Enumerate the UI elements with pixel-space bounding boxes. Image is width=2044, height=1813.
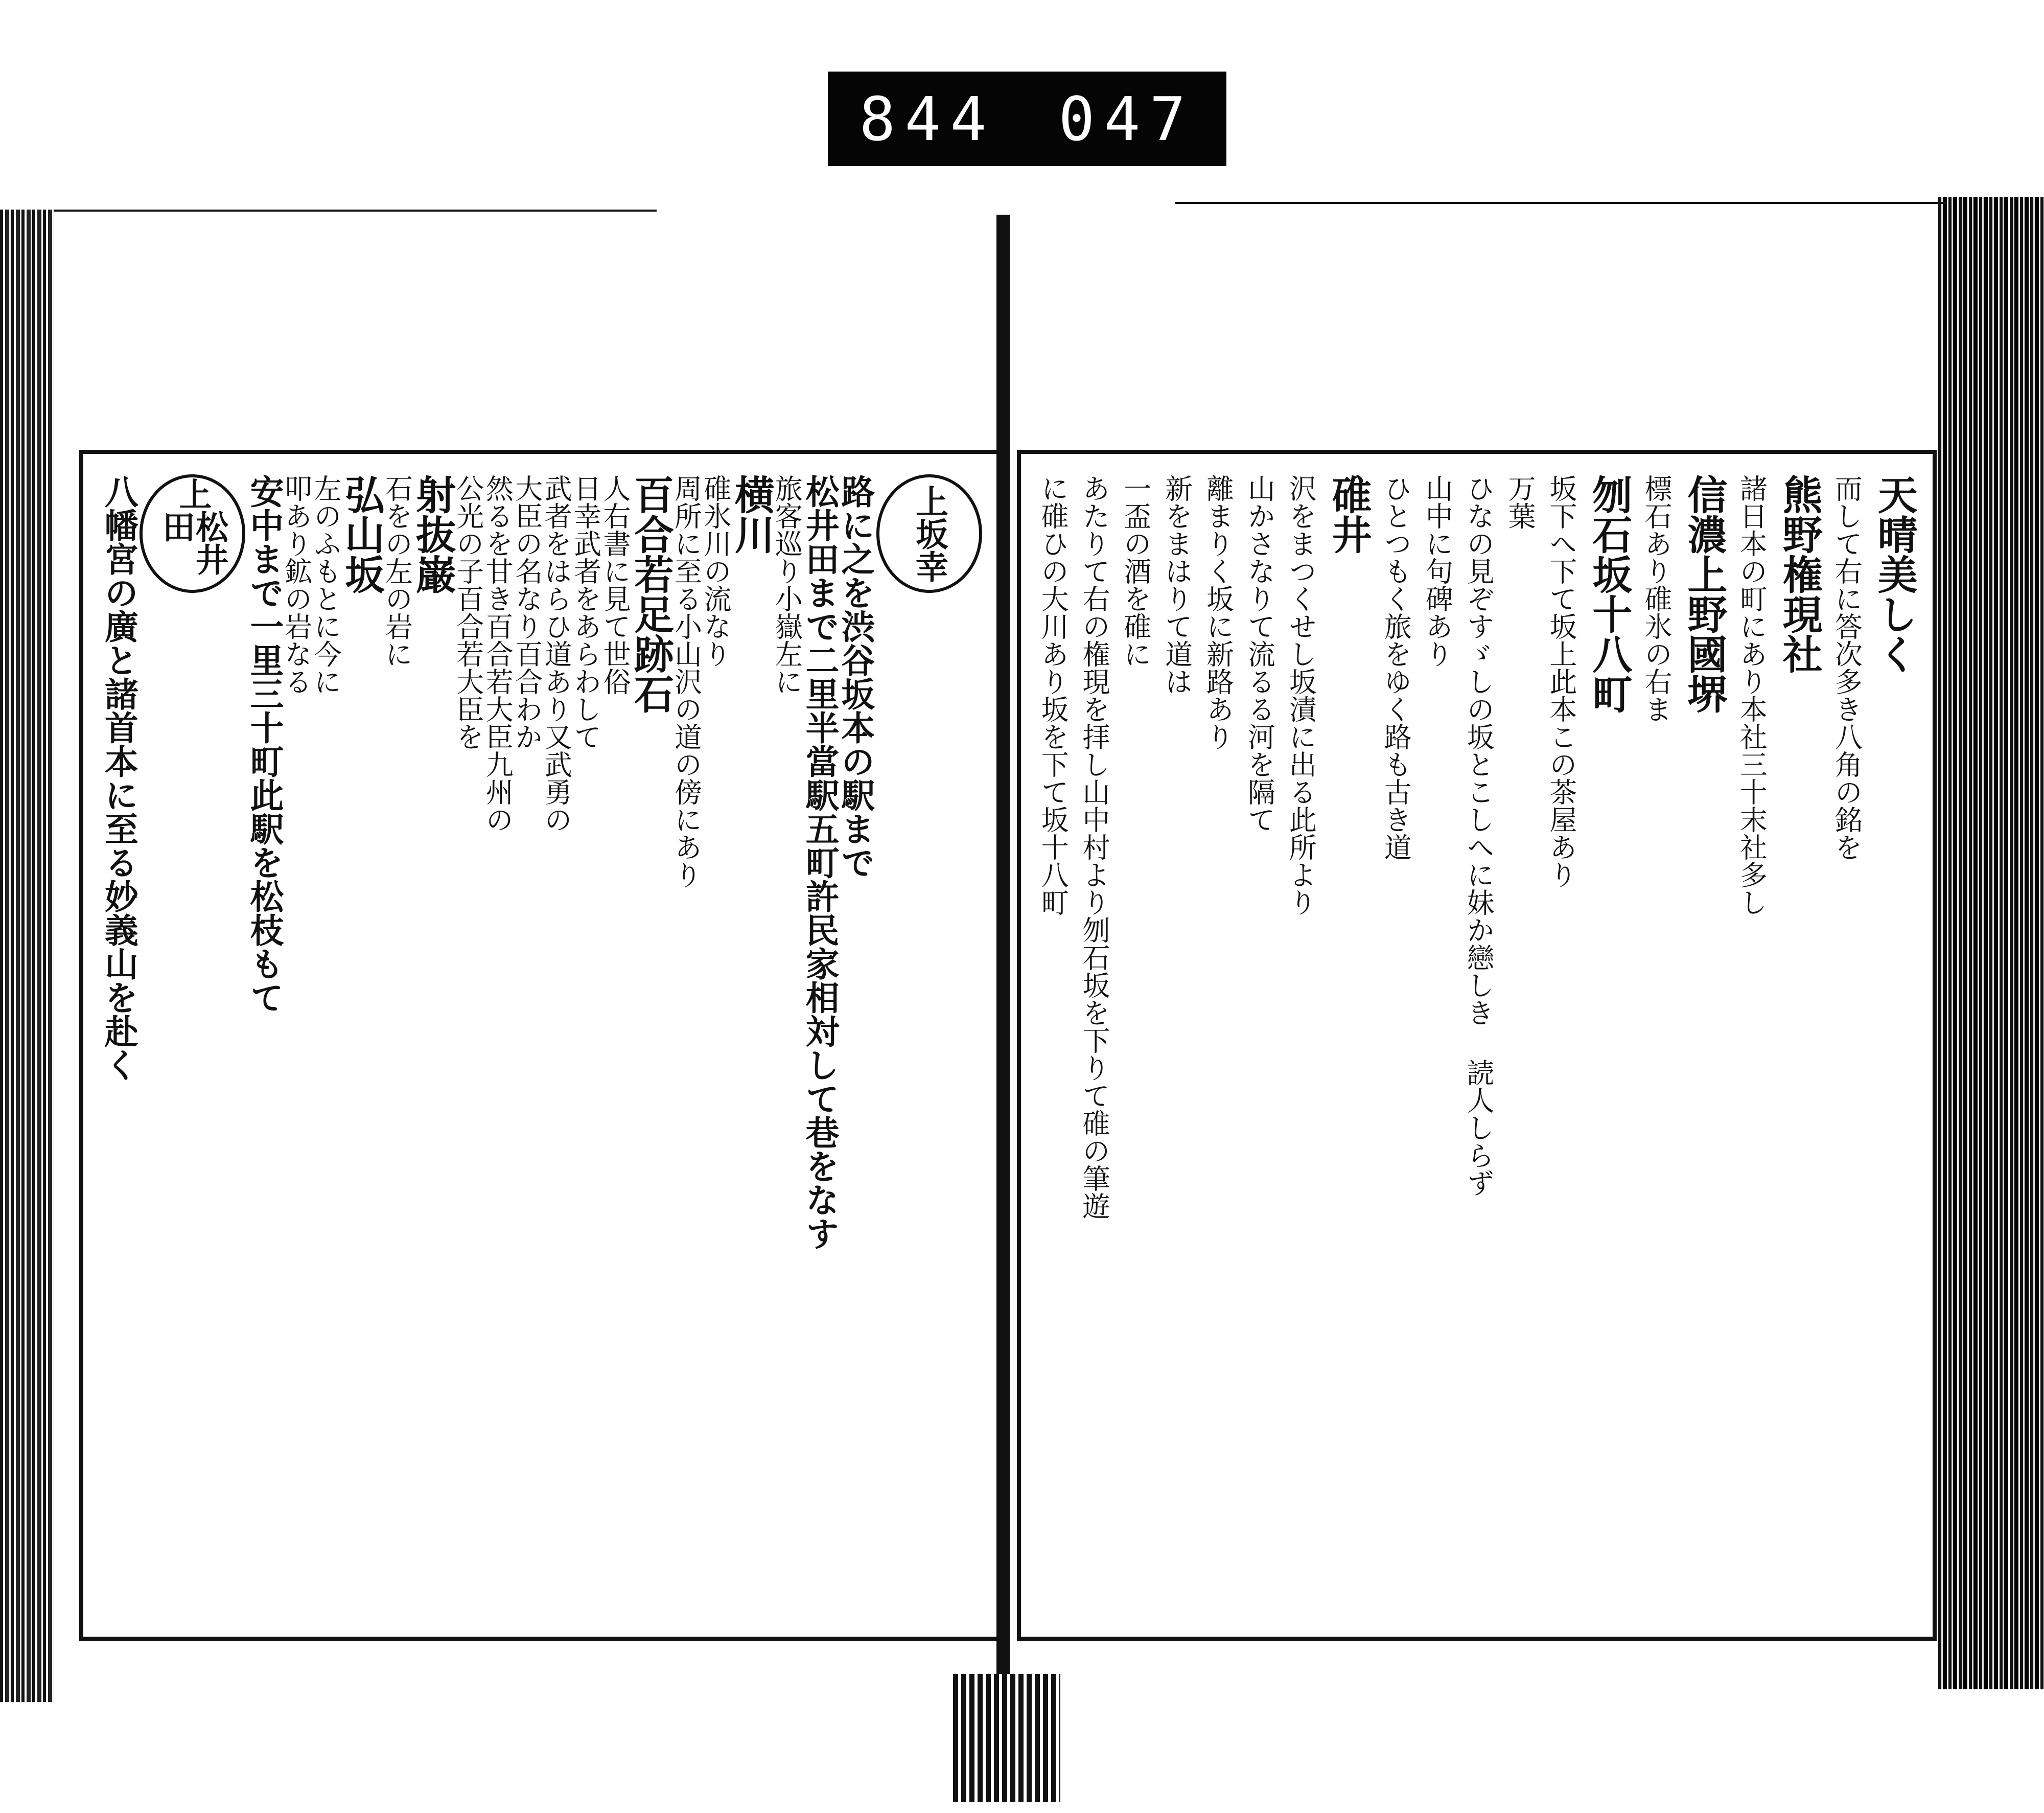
left-column-10: 然るを甘き百合若大臣九州の — [481, 474, 514, 833]
place-seal-left-top: 上 坂幸 — [876, 474, 982, 593]
left-column-2: 松井田まで二里半當駅五町許民家相対して巷をなす — [800, 474, 840, 1250]
left-column-11: 公光の子百合若大臣を — [452, 474, 484, 750]
right-column-1-text: 而して右に答次多き八角の銘を — [1830, 474, 1863, 861]
right-column-4-heading: 刎石坂十八町 — [1586, 474, 1633, 714]
right-column-9-heading: 碓井 — [1325, 474, 1372, 554]
right-column-2-heading: 熊野権現社 — [1776, 474, 1823, 674]
right-column-10: 山かさなりて流るる河を隔て — [1243, 474, 1276, 833]
right-column-13: 一盃の酒を碓に — [1119, 474, 1152, 668]
right-column-4-text: 坂下へ下て坂上此本この茶屋あり — [1545, 474, 1577, 888]
right-column-9-text: 沢をまつくせし坂漬に出る此所より — [1285, 474, 1317, 916]
right-column-1-heading: 天晴美しく — [1871, 474, 1918, 674]
right-column-5: 万葉 — [1504, 474, 1536, 530]
place-seal-left-bottom: 上 松井田 — [140, 474, 245, 593]
book-edge-right — [1937, 197, 2044, 1689]
left-column-6-heading: 百合若足跡石 — [628, 474, 675, 714]
right-column-7: 山中に句碑あり — [1421, 474, 1454, 668]
book-gutter-foot — [953, 1674, 1060, 1802]
right-column-11: 離まりく坂に新路あり — [1202, 474, 1235, 750]
left-column-9: 大臣の名なり百合わか — [510, 474, 543, 750]
left-column-13-heading: 弘山坂 — [338, 474, 385, 594]
left-column-3: 旅客巡り小嶽左に — [771, 474, 803, 695]
left-column-1: 上 坂幸 路に之を渋谷坂本の駅まで — [838, 474, 982, 1619]
right-column-15: に碓ひの大川あり坂を下て坂十八町 — [1037, 474, 1070, 916]
page-top-edge-right — [1175, 202, 1947, 204]
left-column-4-text: 碓氷川の流なり — [699, 474, 732, 668]
book-edge-left — [0, 210, 54, 1702]
archive-label — [828, 72, 1226, 166]
left-column-5: 周所に至る小山沢の道の傍にあり — [670, 474, 703, 888]
left-column-15: 安中まで一里三十町此駅を松枝もて — [244, 474, 285, 1014]
left-column-13-text: 左のふもとに今に — [309, 474, 342, 695]
right-column-14: あたりて右の権現を拝し山中村より刎石坂を下りて碓の筆遊 — [1078, 474, 1110, 1220]
right-column-12: 新をまはりて道は — [1160, 474, 1193, 695]
left-page — [79, 450, 1004, 1641]
archive-label-left: 844 — [859, 83, 996, 154]
book-gutter — [996, 215, 1010, 1687]
right-column-2-text: 諸日本の町にあり本社三十末社多し — [1735, 474, 1768, 916]
left-column-7: 日幸武者をあらわして — [569, 474, 602, 750]
left-column-8: 武者をはらひ道あり又武勇の — [540, 474, 573, 833]
left-column-16: 上 松井田 八幡宮の廣と諸首本に至る妙義山を赴く — [101, 474, 245, 1619]
left-column-6-text: 人右書に見て世俗 — [599, 474, 632, 695]
right-page — [1017, 450, 1937, 1641]
page-top-edge-left — [54, 210, 657, 212]
left-column-4-heading: 横川 — [728, 474, 775, 554]
right-column-3-heading: 信濃上野國堺 — [1681, 474, 1728, 714]
left-column-12-heading: 射抜巌 — [409, 474, 456, 594]
left-column-12-text: 石をの左の岩に — [381, 474, 413, 668]
right-column-6: ひなの見ぞすゞしの坂とこしへに妹か戀しき 読人しらず — [1462, 474, 1495, 1197]
left-column-14: 叩あり鉱の岩なる — [280, 474, 313, 695]
right-column-3-text: 標石あり碓氷の右ま — [1640, 474, 1673, 723]
archive-label-right: 047 — [1058, 83, 1195, 154]
right-column-8: ひとつもく旅をゆく路も古き道 — [1380, 474, 1412, 861]
